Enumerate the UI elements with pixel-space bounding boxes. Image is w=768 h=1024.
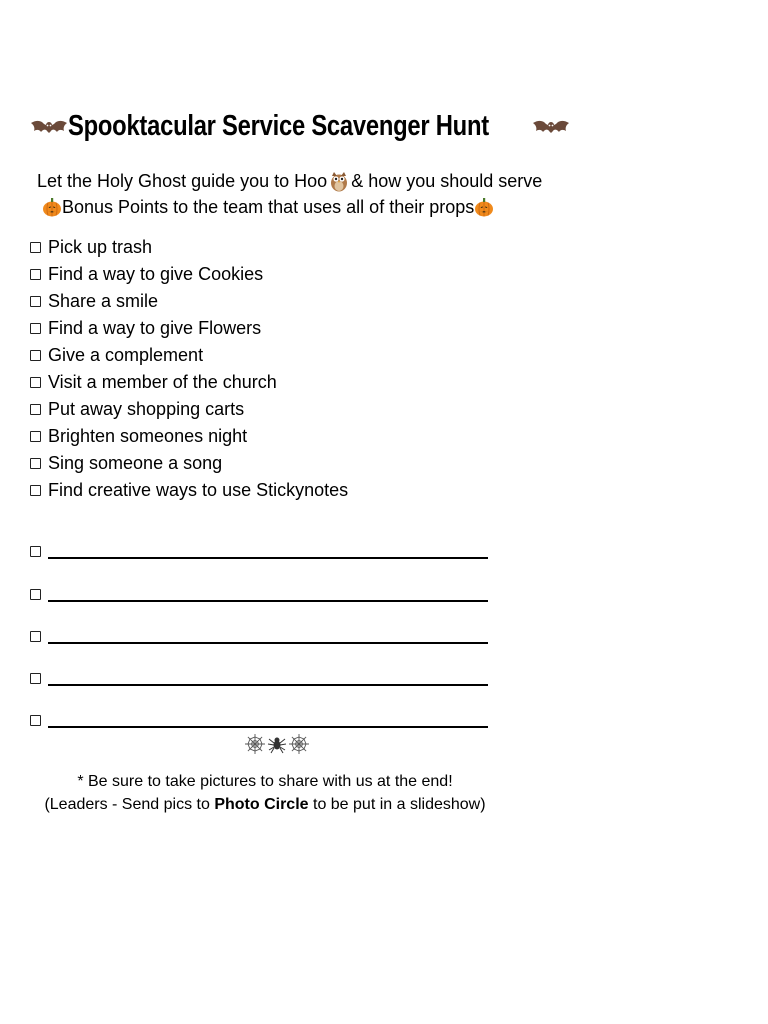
task-label: Pick up trash: [48, 237, 153, 257]
blank-entry: [30, 645, 488, 687]
blank-entry: [30, 518, 488, 560]
task-label: Visit a member of the church: [48, 372, 277, 392]
task-checkbox[interactable]: [30, 269, 41, 280]
intro: [37, 168, 542, 220]
blank-write-line[interactable]: [48, 642, 488, 644]
task-label: Share a smile: [48, 291, 159, 311]
task-item: [30, 423, 348, 450]
task-checkbox[interactable]: [30, 242, 41, 253]
blank-entry: [30, 603, 488, 645]
intro-text-after: & how you should serve: [351, 171, 543, 191]
task-item: [30, 342, 348, 369]
task-checkbox[interactable]: [30, 377, 41, 388]
blank-write-line[interactable]: [48, 600, 488, 602]
spider-web-icon: [244, 733, 266, 755]
intro-text-before: Let the Holy Ghost guide you to Hoo: [37, 171, 328, 191]
blank-checkbox[interactable]: [30, 546, 41, 557]
task-item: [30, 261, 348, 288]
blank-entry: [30, 687, 488, 729]
bat-icon: [30, 116, 68, 138]
task-label: Brighten someones night: [48, 426, 248, 446]
task-item: [30, 288, 348, 315]
task-item: [30, 234, 348, 261]
pumpkin-icon: [42, 196, 62, 218]
blank-entries: [30, 518, 488, 729]
spider-icon: [266, 733, 288, 755]
title-text: Spooktacular Service Scavenger Hunt: [68, 110, 489, 142]
page-title: [30, 110, 570, 143]
bonus-text: Bonus Points to the team that uses all of their props: [62, 197, 475, 217]
task-item: [30, 315, 348, 342]
bat-icon: [532, 116, 570, 138]
blank-write-line[interactable]: [48, 684, 488, 686]
task-checkbox[interactable]: [30, 431, 41, 442]
blank-entry: [30, 560, 488, 602]
intro-line-2: [42, 194, 542, 220]
task-item: [30, 450, 348, 477]
blank-write-line[interactable]: [48, 557, 488, 559]
task-item: [30, 369, 348, 396]
task-item: [30, 396, 348, 423]
blank-checkbox[interactable]: [30, 673, 41, 684]
task-checkbox[interactable]: [30, 350, 41, 361]
footer-line-2-after: to be put in a slideshow): [308, 796, 486, 813]
task-checkbox[interactable]: [30, 296, 41, 307]
task-checklist: [30, 234, 348, 504]
task-checkbox[interactable]: [30, 323, 41, 334]
task-checkbox[interactable]: [30, 404, 41, 415]
blank-checkbox[interactable]: [30, 589, 41, 600]
footer-note: [20, 770, 510, 816]
task-label: Give a complement: [48, 345, 204, 365]
owl-icon: [329, 170, 349, 192]
footer-line-2-before: (Leaders - Send pics to: [44, 796, 215, 813]
task-checkbox[interactable]: [30, 485, 41, 496]
task-label: Find creative ways to use Stickynotes: [48, 480, 349, 500]
spider-divider: [244, 733, 310, 755]
task-item: [30, 477, 348, 504]
photo-circle-label: Photo Circle: [214, 796, 309, 813]
blank-checkbox[interactable]: [30, 715, 41, 726]
task-label: Put away shopping carts: [48, 399, 245, 419]
intro-line-1: [37, 168, 542, 194]
blank-checkbox[interactable]: [30, 631, 41, 642]
task-label: Find a way to give Flowers: [48, 318, 262, 338]
spider-web-icon: [288, 733, 310, 755]
task-label: Sing someone a song: [48, 453, 223, 473]
blank-write-line[interactable]: [48, 726, 488, 728]
pumpkin-icon: [474, 196, 494, 218]
task-label: Find a way to give Cookies: [48, 264, 264, 284]
footer-line-2: [20, 793, 510, 816]
task-checkbox[interactable]: [30, 458, 41, 469]
footer-line-1: * Be sure to take pictures to share with us at the end!: [77, 773, 453, 790]
